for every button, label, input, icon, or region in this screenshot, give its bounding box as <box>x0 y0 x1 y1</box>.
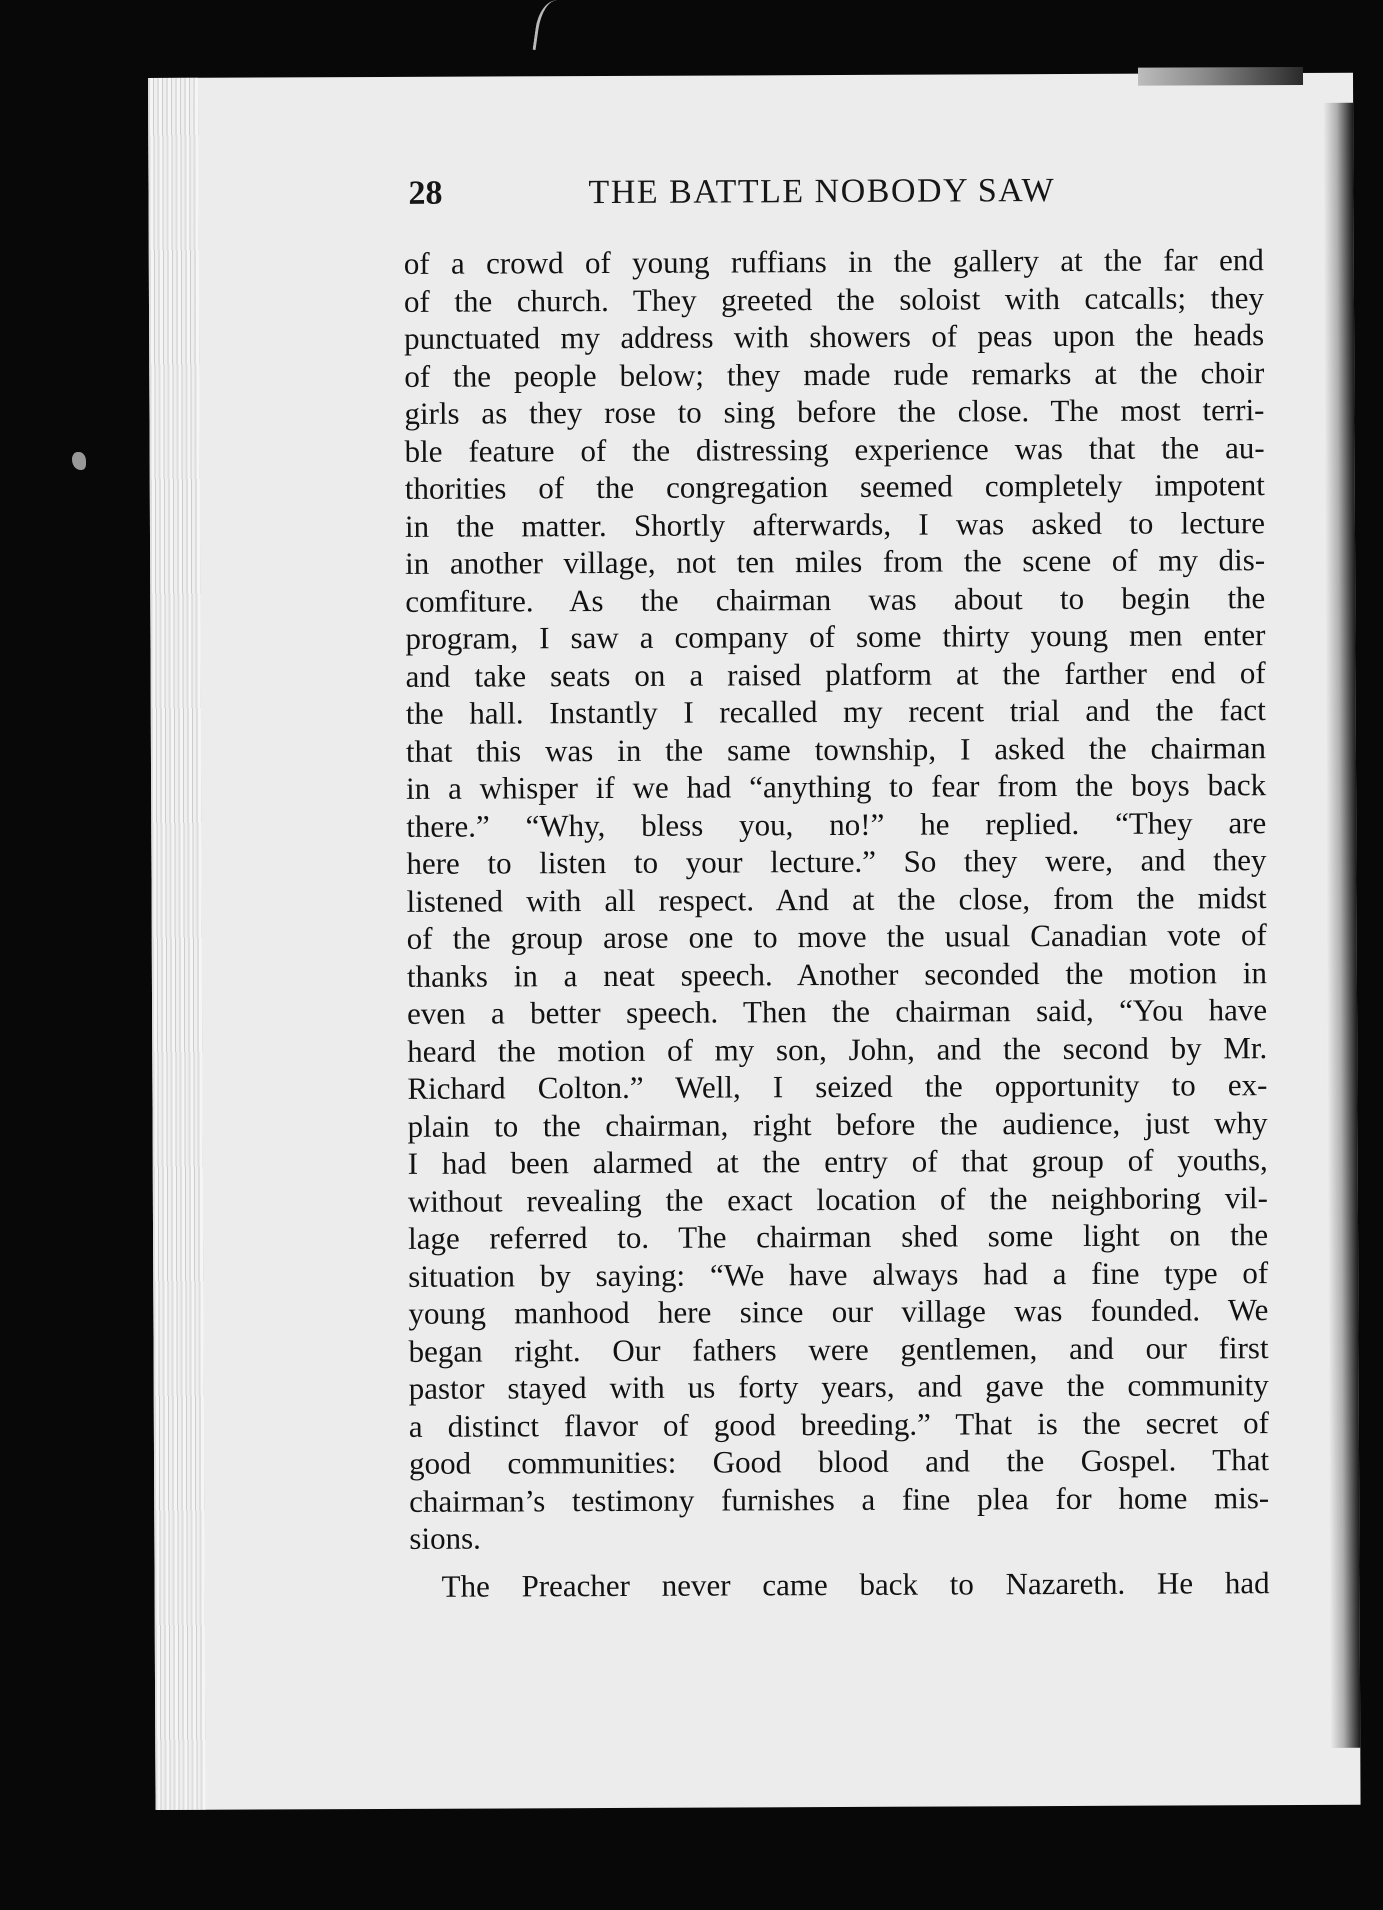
text-line: of the group arose one to move the usual Canadian vote of <box>406 917 1267 956</box>
text-line: even a better speech. Then the chairman said, “You have <box>407 992 1268 1031</box>
text-line: in another village, not ten miles from the scene of my dis- <box>405 542 1266 581</box>
text-line: good communities: Good blood and the Gospel. That <box>408 1442 1270 1481</box>
text-line: program, I saw a company of some thirty young men enter <box>405 617 1266 656</box>
text-line: girls as they rose to sing before the close. The most terri- <box>404 392 1265 431</box>
text-line: young manhood here since our village was founded. We <box>408 1292 1269 1331</box>
margin-speck <box>72 452 86 470</box>
text-line: chairman’s testimony furnishes a fine plea for home mis- <box>409 1479 1270 1519</box>
text-line: I had been alarmed at the entry of that group of youths, <box>407 1142 1268 1181</box>
text-line: there.” “Why, bless you, no!” he replied. “They are <box>406 804 1267 844</box>
text-line: here to listen to your lecture.” So they were, and they <box>406 842 1267 881</box>
text-line: and take seats on a raised platform at the farther end of <box>405 654 1266 694</box>
running-head <box>408 171 1248 225</box>
text-line: of the people below; they made rude remarks at the choir <box>404 354 1265 394</box>
text-line: punctuated my address with showers of peas upon the heads <box>404 317 1265 356</box>
book-page <box>148 73 1361 1810</box>
text-line: in a whisper if we had “anything to fear from the boys back <box>406 767 1267 806</box>
text-line: without revealing the exact location of the neighboring vil- <box>407 1179 1268 1219</box>
text-line: plain to the chairman, right before the audience, just why <box>407 1104 1268 1144</box>
gutter-shadow <box>1323 103 1360 1749</box>
text-line: thanks in a neat speech. Another seconded the motion in <box>406 954 1267 994</box>
text-line: Richard Colton.” Well, I seized the opportunity to ex- <box>407 1067 1268 1106</box>
paragraph-first-line: The Preacher never came back to Nazareth. He had <box>441 1564 1270 1604</box>
text-line: the hall. Instantly I recalled my recent trial and the fact <box>405 692 1266 731</box>
text-line: that this was in the same township, I asked the chairman <box>405 729 1267 769</box>
text-line: a distinct flavor of good breeding.” That is the secret of <box>408 1404 1269 1444</box>
text-line: comfiture. As the chairman was about to begin the <box>405 579 1266 619</box>
text-line: ble feature of the distressing experience was that the au- <box>404 429 1265 469</box>
text-line: heard the motion of my son, John, and the second by Mr. <box>407 1029 1268 1069</box>
body-text <box>404 241 1270 1605</box>
binding-strip <box>1138 67 1303 86</box>
text-line: of the church. They greeted the soloist with catcalls; they <box>403 279 1265 319</box>
text-line: thorities of the congregation seemed completely impotent <box>404 467 1265 506</box>
text-line: situation by saying: “We have always had a fine type of <box>408 1254 1269 1294</box>
text-line: listened with all respect. And at the close, from the midst <box>406 879 1267 919</box>
page-edge-stack <box>148 78 206 1810</box>
text-line: pastor stayed with us forty years, and gave the community <box>408 1367 1269 1406</box>
text-line: of a crowd of young ruffians in the gallery at the far end <box>403 242 1264 281</box>
text-line: began right. Our fathers were gentlemen, and our first <box>408 1329 1269 1369</box>
scan-artifact-mark <box>533 0 569 54</box>
text-line: in the matter. Shortly afterwards, I was asked to lecture <box>404 504 1266 544</box>
page-number: 28 <box>408 174 443 212</box>
text-line: lage referred to. The chairman shed some light on the <box>407 1217 1269 1256</box>
text-line: sions. <box>409 1520 481 1556</box>
running-title: THE BATTLE NOBODY SAW <box>588 172 1056 212</box>
